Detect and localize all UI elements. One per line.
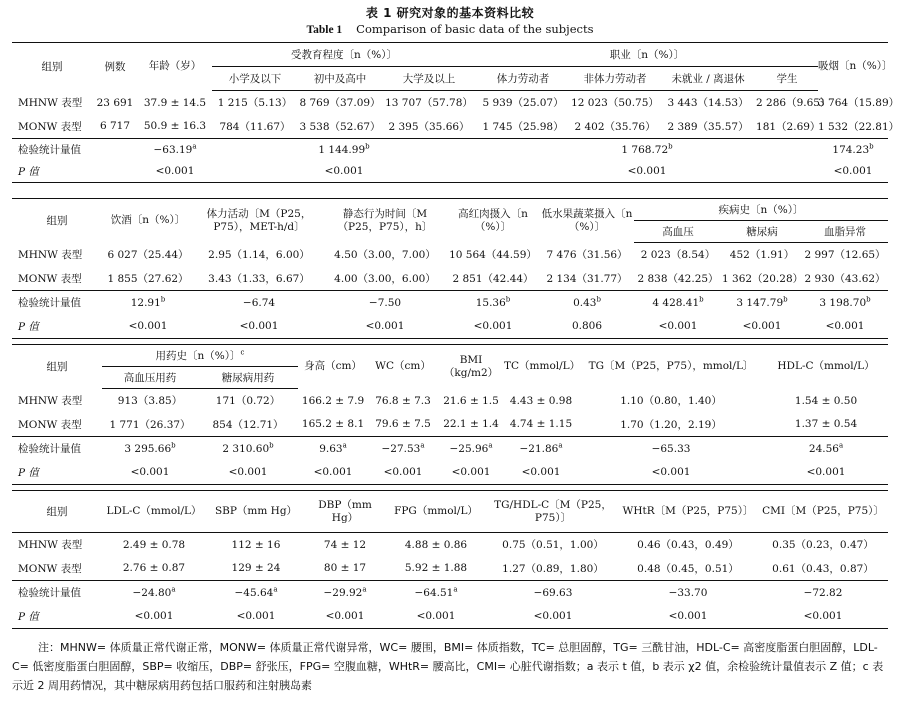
table-row (12, 243, 888, 267)
row-label: MONW 表型 (12, 413, 102, 437)
cell: −64.51$^a$ (414, 585, 458, 599)
table-row (12, 461, 888, 485)
cell: 6 027（25.44） (107, 249, 189, 261)
cell: 2 023（8.54） (640, 249, 716, 262)
cell: <0.001 (102, 461, 198, 485)
cell: 0.43$^b$ (573, 295, 601, 309)
cases-header: 例数 (92, 43, 138, 91)
cell: <0.001 (634, 315, 722, 339)
row-label: MONW 表型 (12, 557, 102, 581)
cell: 2 286（9.65） (756, 97, 831, 110)
cell: <0.001 (198, 461, 298, 485)
activity-header: 体力活动〔M（P25，P75），MET-h/d〕 (194, 199, 324, 243)
cell: 0.61（0.43，0.87） (758, 557, 888, 581)
disease-sub-header: 高血压 (634, 221, 722, 243)
row-label: MONW 表型 (12, 115, 92, 139)
cell: <0.001 (212, 161, 476, 183)
cell: −65.33 (651, 442, 691, 455)
cell: 1 771（26.37） (102, 413, 198, 437)
med-sub-header: 糖尿病用药 (198, 367, 298, 389)
cell: <0.001 (306, 605, 384, 629)
cell: 4.74 ± 1.15 (504, 413, 578, 437)
table-row (12, 91, 888, 115)
cell: <0.001 (368, 461, 438, 485)
cell: 452（1.91） (729, 249, 795, 262)
cell: 9.63$^a$ (319, 441, 347, 455)
cell: <0.001 (802, 315, 888, 339)
tc-header: TC（mmol/L） (504, 345, 578, 389)
cell: <0.001 (618, 605, 758, 629)
group-header: 组别 (12, 491, 102, 533)
cell: 854（12.71） (198, 413, 298, 437)
row-label: P 值 (12, 605, 102, 629)
cell: 74 ± 12 (323, 538, 367, 551)
table-block-3 (12, 344, 888, 485)
cell: 37.9 ± 14.5 (143, 96, 207, 109)
cell: 2.49 ± 0.78 (122, 538, 186, 551)
cell: 10 564（44.59） (449, 249, 537, 261)
cell: −29.92$^a$ (323, 585, 367, 599)
cell: 129 ± 24 (206, 557, 306, 581)
cell: 784（11.67） (212, 115, 298, 139)
cell: 12.91$^b$ (130, 295, 166, 309)
cell: <0.001 (476, 161, 818, 183)
cell: −69.63 (533, 586, 573, 599)
sedentary-header: 静态行为时间〔M（P25，P75），h〕 (324, 199, 446, 243)
cell: −25.96$^a$ (449, 441, 493, 455)
hdl-header: HDL-C（mmol/L） (764, 345, 888, 389)
row-label: MHNW 表型 (18, 395, 83, 407)
cell: 112 ± 16 (231, 538, 281, 551)
table-row (12, 315, 888, 339)
sbp-header: SBP（mm Hg） (206, 491, 306, 533)
smoking-header: 吸烟〔n（%）〕 (818, 43, 888, 91)
cell: 2 395（35.66） (382, 115, 476, 139)
cell: <0.001 (324, 315, 446, 339)
cell: 2 838（42.25） (634, 267, 722, 291)
table-row (12, 389, 888, 413)
group-header: 组别 (12, 199, 102, 243)
row-label: MHNW 表型 (18, 249, 83, 261)
table-row (12, 533, 888, 557)
cell: 2 310.60$^b$ (222, 441, 274, 455)
cell: 13 707（57.78） (385, 97, 473, 110)
cell: 12 023（50.75） (571, 97, 659, 110)
red-meat-header: 高红肉摄入〔n（%）〕 (446, 199, 540, 243)
ldl-header: LDL-C（mmol/L） (102, 491, 206, 533)
occ-sub-header: 体力劳动者 (476, 67, 570, 91)
row-label: MHNW 表型 (18, 539, 83, 552)
table-block-4 (12, 490, 888, 629)
row-label: P 值 (12, 315, 102, 339)
cell: 50.9 ± 16.3 (138, 115, 212, 139)
cell: −33.70 (668, 586, 708, 599)
cell: 1 768.72$^b$ (621, 142, 673, 156)
cell: <0.001 (438, 461, 504, 485)
cell: 4.50（3.00，7.00） (334, 249, 436, 261)
cell: <0.001 (206, 605, 306, 629)
cell: 2 402（35.76） (570, 115, 660, 139)
table-row (12, 413, 888, 437)
cell: 1.10（0.80，1.40） (620, 395, 722, 407)
cell: 2 134（31.77） (540, 267, 634, 291)
table-row (12, 115, 888, 139)
cell: <0.001 (818, 161, 888, 183)
cell: 181（2.69） (756, 115, 818, 139)
cell: −72.82 (803, 586, 843, 599)
cell: 7 476（31.56） (546, 249, 628, 261)
table-row (12, 557, 888, 581)
table-block-1 (12, 42, 900, 183)
cell: 24.56$^a$ (808, 441, 844, 455)
table-label-en: Table 1 (306, 24, 343, 36)
cell: 0.806 (540, 315, 634, 339)
cmi-header: CMI〔M（P25，P75）〕 (758, 491, 888, 533)
cell: <0.001 (722, 315, 802, 339)
table-title-cn: 表 1 研究对象的基本资料比较 (365, 6, 535, 20)
row-label: MONW 表型 (12, 267, 102, 291)
cell: 1.37 ± 0.54 (764, 413, 888, 437)
cell: 1.27（0.89，1.80） (488, 557, 618, 581)
cell: 3 538（52.67） (298, 115, 382, 139)
cell: −27.53$^a$ (381, 441, 425, 455)
dbp-header: DBP（mm Hg） (306, 491, 384, 533)
cell: 174.23$^b$ (832, 142, 874, 156)
table-row (12, 291, 888, 315)
height-header: 身高（cm） (298, 345, 368, 389)
cell: 3 443（14.53） (667, 97, 749, 110)
cell: 171（0.72） (215, 395, 281, 408)
cell: 1 855（27.62） (102, 267, 194, 291)
cell: 1 532（22.81） (818, 115, 888, 139)
row-label: 检验统计量值 (18, 587, 81, 600)
table-block-2 (12, 198, 888, 339)
cell: 0.48（0.45，0.51） (618, 557, 758, 581)
cell: 6 717 (92, 115, 138, 139)
cell: <0.001 (102, 605, 206, 629)
occ-sub-header: 非体力劳动者 (570, 67, 660, 91)
table-row (12, 437, 888, 461)
cell: <0.001 (758, 605, 888, 629)
fpg-header: FPG（mmol/L） (384, 491, 488, 533)
cell: 4.00（3.00，6.00） (324, 267, 446, 291)
wc-header: WC（cm） (368, 345, 438, 389)
cell: 80 ± 17 (306, 557, 384, 581)
cell: <0.001 (504, 461, 578, 485)
tghdl-header: TG/HDL-C〔M（P25，P75）〕 (488, 491, 618, 533)
fruit-veg-header: 低水果蔬菜摄入〔n（%）〕 (540, 199, 634, 243)
bmi-header: BMI（kg/m2） (438, 345, 504, 389)
cell: 166.2 ± 7.9 (301, 394, 365, 407)
medication-header: 用药史〔n（%）〕$^c$ (102, 345, 298, 367)
cell: 23 691 (96, 96, 134, 109)
cell: 2 997（12.65） (804, 249, 886, 262)
cell: 1 745（25.98） (476, 115, 570, 139)
cell: −45.64$^a$ (234, 585, 278, 599)
med-sub-header: 高血压用药 (102, 367, 198, 389)
cell: 1 215（5.13） (217, 97, 293, 110)
education-header: 受教育程度〔n（%）〕 (212, 43, 476, 67)
cell: 165.2 ± 8.1 (298, 413, 368, 437)
table-caption-en: Comparison of basic data of the subjects (356, 22, 594, 36)
disease-sub-header: 血脂异常 (802, 221, 888, 243)
cell: −21.86$^a$ (519, 441, 563, 455)
cell: 3.43（1.33，6.67） (194, 267, 324, 291)
cell: 2 851（42.44） (446, 267, 540, 291)
occupation-header: 职业〔n（%）〕 (476, 43, 818, 67)
row-label: P 值 (12, 161, 92, 183)
cell: 2.95（1.14，6.00） (208, 249, 310, 261)
cell: −7.50 (368, 296, 402, 309)
cell: <0.001 (488, 605, 618, 629)
group-header: 组别 (12, 345, 102, 389)
drinking-header: 饮酒〔n（%）〕 (102, 199, 194, 243)
row-label: 检验统计量值 (18, 297, 81, 310)
tg-header: TG〔M（P25，P75），mmol/L〕 (578, 345, 764, 389)
cell: 76.8 ± 7.3 (375, 394, 431, 407)
occ-sub-header: 学生 (756, 67, 818, 91)
disease-header: 疾病史〔n（%）〕 (634, 199, 888, 221)
cell: 0.46（0.43，0.49） (637, 539, 739, 552)
cell: <0.001 (384, 605, 488, 629)
cell: <0.001 (578, 461, 764, 485)
cell: 5.92 ± 1.88 (384, 557, 488, 581)
table-row (12, 139, 888, 161)
cell: 4 428.41$^b$ (652, 295, 704, 309)
cell: 0.35（0.23，0.47） (772, 539, 874, 552)
cell: <0.001 (764, 461, 888, 485)
cell: 1 144.99$^b$ (318, 142, 370, 156)
edu-sub-header: 初中及高中 (298, 67, 382, 91)
cell: 79.6 ± 7.5 (368, 413, 438, 437)
row-label: P 值 (12, 461, 102, 485)
cell: 21.6 ± 1.5 (443, 394, 499, 407)
cell: 8 769（37.09） (299, 97, 381, 110)
cell: <0.001 (138, 161, 212, 183)
table-footnote: 注：MHNW= 体质量正常代谢正常，MONW= 体质量正常代谢异常，WC= 腰围，BMI= 体质指数，TC= 总胆固醇，TG= 三酰甘油，HDL-C= 高密度脂蛋白胆固醇，LDL-C= 低密度脂蛋白胆固醇，SBP= 收缩压，DBP= 舒张压，FPG= 空腹血糖，WHtR= 腰高比，CMI= 心脏代谢指数；a 表示 t 值，b 表示 χ2 值，余检验统计量值表示 Z 值；c 表示近 2 周用药情况，其中糖尿病用药包括口服药和注射胰岛素 (12, 641, 884, 692)
row-label: 检验统计量值 (18, 443, 81, 456)
cell: 22.1 ± 1.4 (438, 413, 504, 437)
cell: 1.70（1.20，2.19） (578, 413, 764, 437)
cell: −24.80$^a$ (132, 585, 176, 599)
cell: 3 295.66$^b$ (124, 441, 176, 455)
cell: 15.36$^b$ (475, 295, 511, 309)
cell: 4.88 ± 0.86 (404, 538, 468, 551)
whtr-header: WHtR〔M（P25，P75）〕 (618, 491, 758, 533)
cell: <0.001 (298, 461, 368, 485)
table-row (12, 267, 888, 291)
edu-sub-header: 大学及以上 (382, 67, 476, 91)
edu-sub-header: 小学及以下 (212, 67, 298, 91)
cell: 913（3.85） (117, 395, 183, 408)
table-row (12, 605, 888, 629)
disease-sub-header: 糖尿病 (722, 221, 802, 243)
row-label: 检验统计量值 (18, 144, 81, 157)
cell: <0.001 (194, 315, 324, 339)
age-header: 年龄（岁） (138, 43, 212, 91)
cell: 3 198.70$^b$ (819, 295, 871, 309)
cell: 5 939（25.07） (482, 97, 564, 110)
row-label: MHNW 表型 (18, 97, 83, 109)
cell: 2 930（43.62） (802, 267, 888, 291)
occ-sub-header: 未就业 / 离退休 (660, 67, 756, 91)
cell: 4.43 ± 0.98 (509, 394, 573, 407)
cell: 2.76 ± 0.87 (102, 557, 206, 581)
cell: 2 389（35.57） (660, 115, 756, 139)
cell: <0.001 (102, 315, 194, 339)
table-row (12, 161, 888, 183)
cell: 0.75（0.51，1.00） (502, 539, 604, 552)
cell: 3 147.79$^b$ (736, 295, 788, 309)
table-row (12, 581, 888, 605)
cell: 3 764（15.89） (818, 97, 900, 109)
group-header: 组别 (12, 43, 92, 91)
cell: −6.74 (242, 296, 276, 309)
cell: 1 362（20.28） (722, 267, 802, 291)
cell: 1.54 ± 0.50 (794, 394, 858, 407)
cell: −63.19$^a$ (153, 142, 197, 156)
table-title-en (0, 22, 900, 36)
cell: <0.001 (446, 315, 540, 339)
